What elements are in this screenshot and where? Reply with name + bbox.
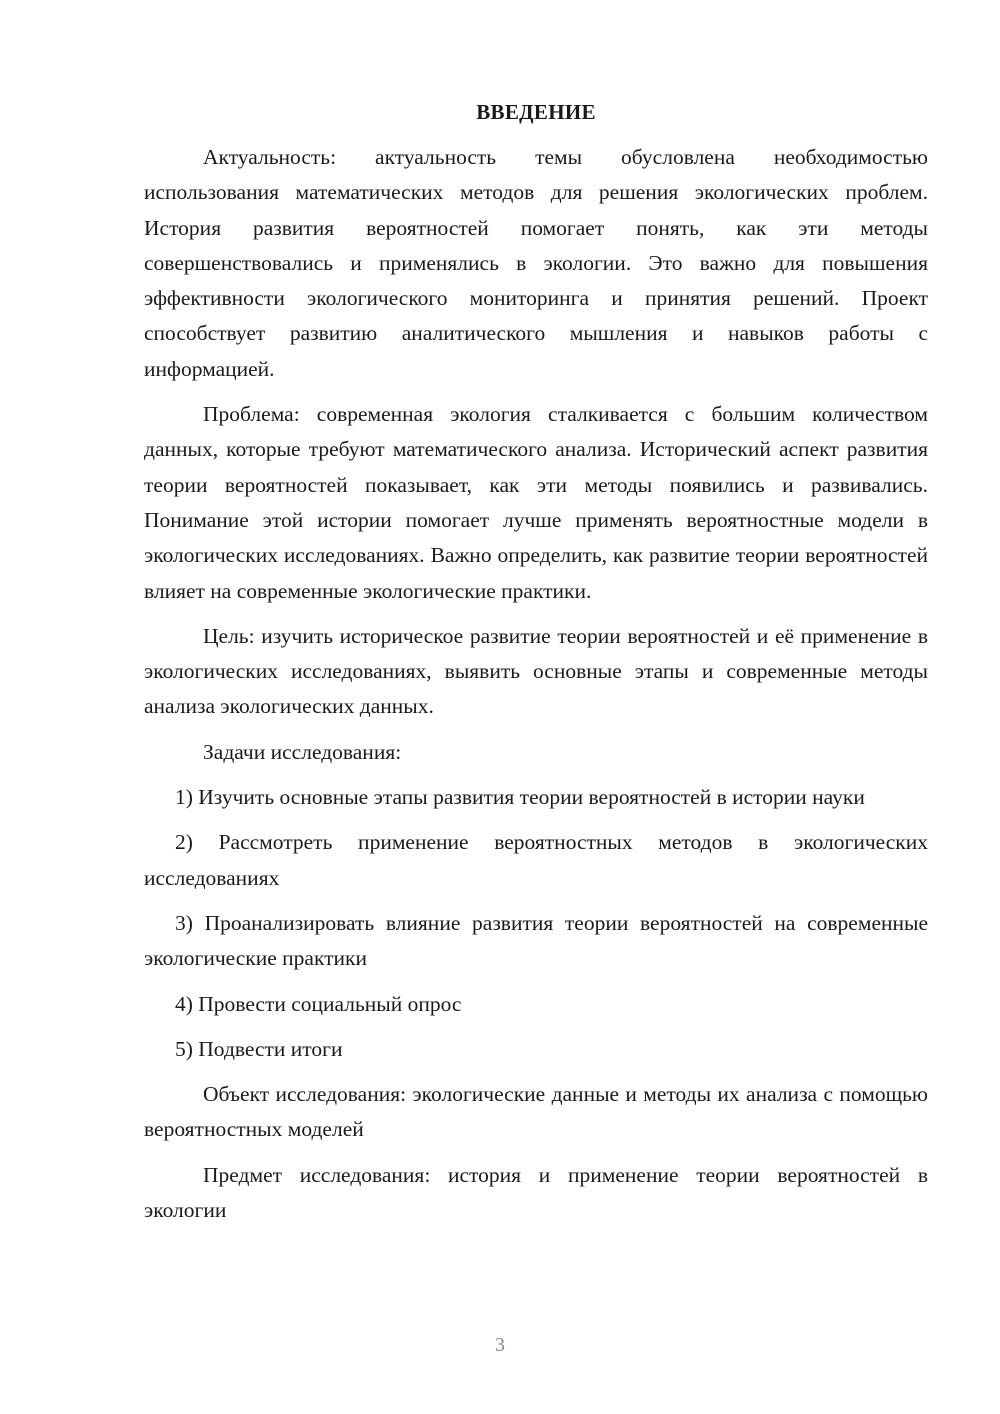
paragraph-subject: Предмет исследования: история и применение теории вероятностей в экологии [144,1162,928,1223]
section-title: ВВЕДЕНИЕ [476,100,596,124]
document-page [144,95,928,1238]
task-item-2: 2) Рассмотреть применение вероятностных методов в экологических исследованиях [144,830,928,890]
task-item-5: 5) Подвести итоги [175,1036,343,1061]
page-number: 3 [495,1334,505,1356]
paragraph-relevance: Актуальность: актуальность темы обусловлена необходимостью использования математических методов для решения экологических проблем. История развития вероятностей помогает понять, как эти методы совершенствовались и применялись в экологии. Это важно для повышения эффективности экологического мониторинга и принятия решений. Проект способствует развитию аналитического мышления и навыков работы с информацией. [144,145,928,381]
paragraph-tasks-heading: Задачи исследования: [203,739,402,764]
paragraph-problem: Проблема: современная экология сталкивается с большим количеством данных, которые требуют математического анализа. Исторический аспект развития теории вероятностей показывает, как эти методы появились и развивались. Понимание этой истории помогает лучше применять вероятностные модели в экологических исследованиях. Важно определить, как развитие теории вероятностей влияет на современные экологические практики. [144,402,928,603]
task-item-4: 4) Провести социальный опрос [175,991,462,1016]
task-item-1: 1) Изучить основные этапы развития теории вероятностей в истории науки [175,785,865,810]
paragraph-goal: Цель: изучить историческое развитие теории вероятностей и её применение в экологических исследованиях, выявить основные этапы и современные методы анализа экологических данных. [144,623,928,719]
paragraph-object: Объект исследования: экологические данные и методы их анализа с помощью вероятностных моделей [144,1082,928,1142]
task-item-3: 3) Проанализировать влияние развития теории вероятностей на современные экологические практики [144,910,928,971]
